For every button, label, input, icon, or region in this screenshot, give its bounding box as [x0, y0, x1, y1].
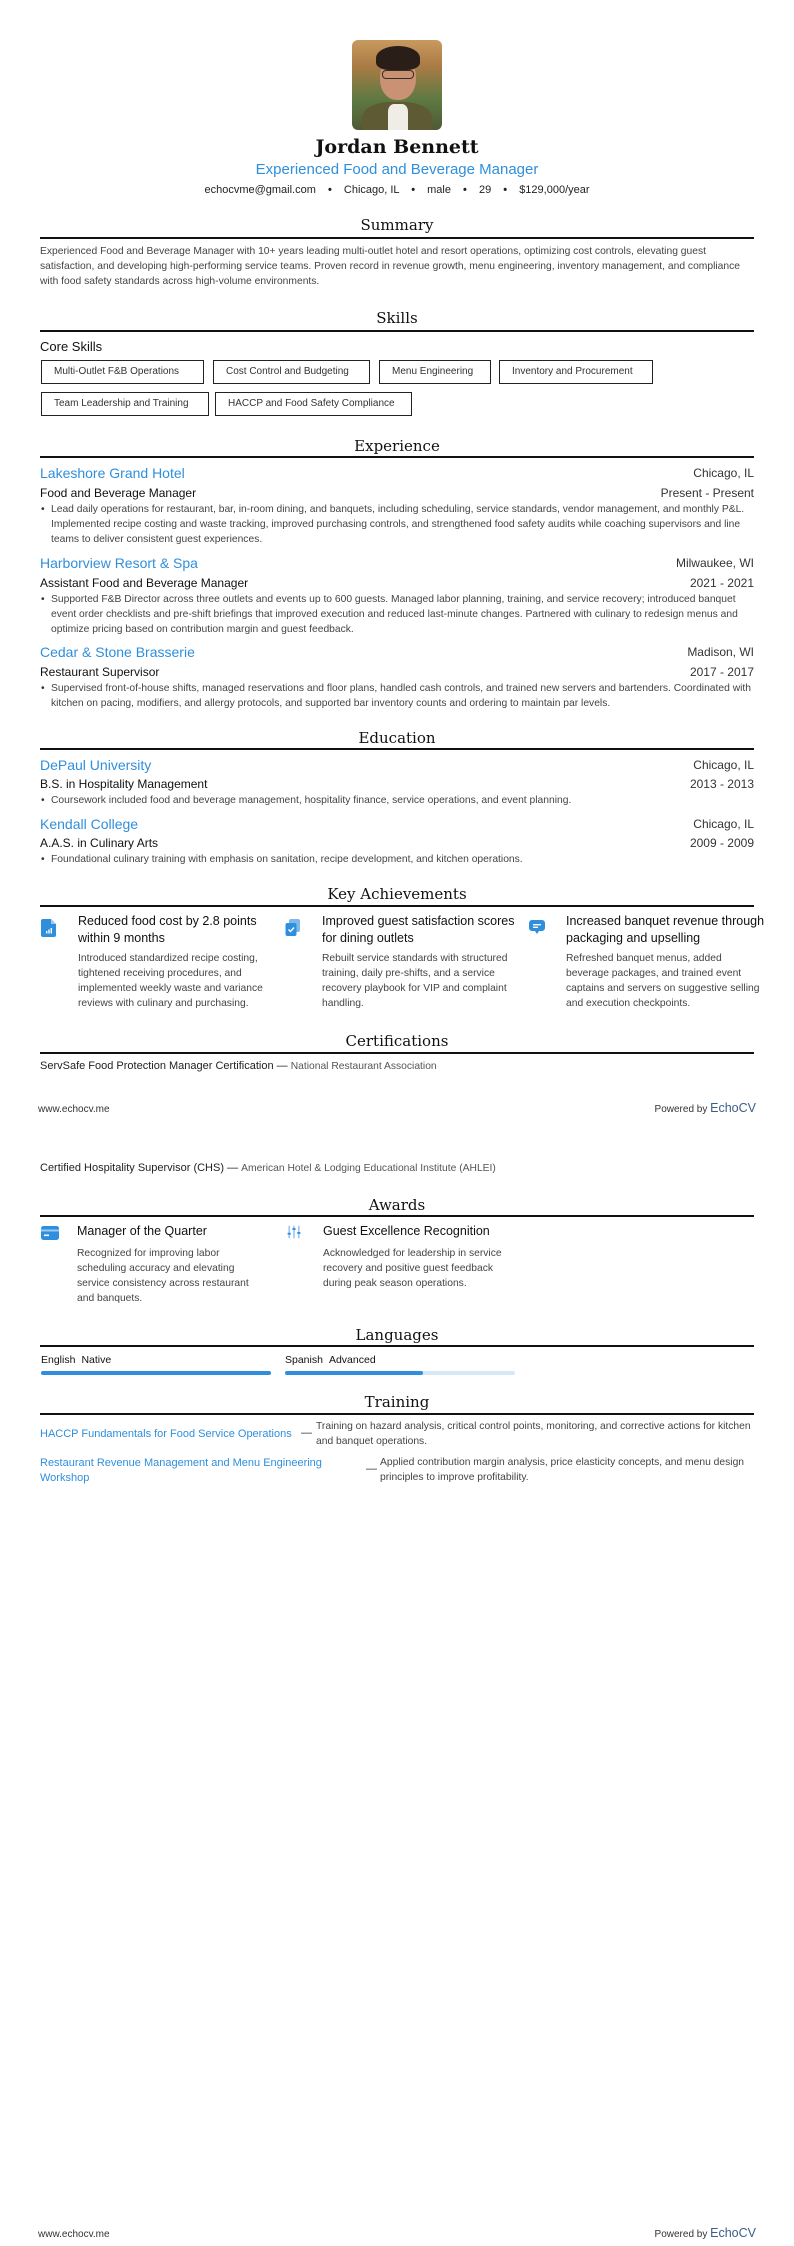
job-dates: Present - Present [660, 486, 754, 500]
job-dates: 2021 - 2021 [689, 576, 754, 590]
separator-dot: • [327, 184, 332, 196]
award-title: Guest Excellence Recognition [323, 1224, 490, 1238]
separator-dot: • [503, 184, 508, 196]
contact-line [0, 184, 794, 196]
degree: B.S. in Hospitality Management [40, 777, 208, 791]
school-name: Kendall College [40, 816, 139, 832]
footer-powered-by [655, 2226, 756, 2240]
certification-separator: — [227, 1162, 239, 1174]
company-name: Cedar & Stone Brasserie [40, 644, 195, 660]
award-title: Manager of the Quarter [77, 1224, 207, 1238]
section-title-languages: Languages [355, 1326, 439, 1344]
job-title: Assistant Food and Beverage Manager [40, 576, 249, 590]
language-name: English [41, 1354, 76, 1366]
contact-age: 29 [478, 184, 492, 196]
section-title-achievements: Key Achievements [327, 885, 467, 903]
language-progress-bar [285, 1371, 515, 1375]
certification-separator: — [276, 1060, 288, 1072]
degree: A.A.S. in Culinary Arts [40, 836, 159, 850]
section-title-skills: Skills [376, 309, 418, 327]
candidate-headline: Experienced Food and Beverage Manager [255, 161, 539, 178]
education-dates: 2013 - 2013 [689, 777, 754, 791]
footer-powered-by [655, 1101, 756, 1115]
section-divider [40, 1215, 754, 1217]
company-name: Lakeshore Grand Hotel [40, 465, 185, 481]
chat-bubble-icon [529, 919, 545, 937]
job-title: Food and Beverage Manager [40, 486, 197, 500]
section-title-awards: Awards [368, 1196, 426, 1214]
job-location: Chicago, IL [693, 466, 754, 480]
job-description: • Supervised front-of-house shifts, managed reservations and floor plans, handled cash controls, and trained new servers and bartenders. Coordinated with kitchen on pacing, modifiers, and allergy protocols, and supported bar inventory counts and ordering to maintain par levels. [40, 682, 754, 712]
certification-name: ServSafe Food Protection Manager Certification [40, 1060, 274, 1072]
copy-check-icon [285, 919, 301, 937]
section-divider [40, 1413, 754, 1415]
school-location: Chicago, IL [693, 758, 754, 772]
section-divider [40, 748, 754, 750]
section-divider [40, 330, 754, 332]
language-level: Advanced [328, 1354, 376, 1366]
certification-item [40, 1162, 496, 1174]
skill-chip: Inventory and Procurement [499, 360, 653, 384]
achievement-description: Refreshed banquet menus, added beverage packages, and trained event captains and servers on suggestive selling and execution checkpoints. [566, 953, 760, 1009]
footer-website[interactable]: www.echocv.me [38, 1104, 110, 1115]
skill-chip: Cost Control and Budgeting [213, 360, 370, 384]
language-name: Spanish [285, 1354, 323, 1366]
section-title-training: Training [364, 1393, 430, 1411]
section-divider [40, 1345, 754, 1347]
section-divider [40, 1052, 754, 1054]
education-dates: 2009 - 2009 [689, 836, 754, 850]
certification-item [40, 1060, 437, 1072]
language-progress-bar [41, 1371, 271, 1375]
contact-location: Chicago, IL [343, 184, 400, 196]
training-title: Restaurant Revenue Management and Menu Engineering Workshop [40, 1457, 322, 1484]
footer-website[interactable]: www.echocv.me [38, 2229, 110, 2240]
education-description: • Coursework included food and beverage management, hospitality finance, service operations, and event planning. [40, 794, 754, 809]
school-location: Chicago, IL [693, 817, 754, 831]
language-item [285, 1354, 515, 1366]
separator-dot: • [411, 184, 416, 196]
skill-chip: Team Leadership and Training [41, 392, 209, 416]
section-title-education: Education [358, 729, 436, 747]
summary-text: Experienced Food and Beverage Manager with 10+ years leading multi-outlet hotel and resort operations, optimizing cost controls, elevating guest satisfaction, and developing high-performing service teams. Proven record in revenue growth, menu engineering, inventory management, and compliance with food safety standards across high-volume environments. [40, 246, 741, 287]
skill-chip: Menu Engineering [379, 360, 491, 384]
training-separator: — [366, 1463, 377, 1475]
achievement-title: Improved guest satisfaction scores for dining outlets [322, 914, 515, 945]
achievement-title: Increased banquet revenue through packaging and upselling [566, 914, 765, 945]
job-title: Restaurant Supervisor [40, 665, 160, 679]
company-name: Harborview Resort & Spa [40, 555, 198, 571]
contact-salary: $129,000/year [519, 184, 590, 196]
skill-chip: Multi-Outlet F&B Operations [41, 360, 204, 384]
award-description: Acknowledged for leadership in service recovery and positive guest feedback during peak season operations. [323, 1248, 502, 1289]
language-progress-fill [41, 1371, 271, 1375]
powered-by-label: Powered by [654, 2229, 708, 2240]
sliders-icon [287, 1224, 301, 1240]
certification-issuer: National Restaurant Association [290, 1061, 437, 1072]
candidate-name: Jordan Bennett [315, 136, 479, 158]
section-divider [40, 237, 754, 239]
file-chart-icon [41, 919, 57, 937]
achievement-description: Rebuilt service standards with structured training, daily pre-shifts, and a service recovery playbook for VIP and complaint handling. [322, 953, 508, 1009]
certification-name: Certified Hospitality Supervisor (CHS) [40, 1162, 224, 1174]
brand-logo[interactable]: EchoCV [710, 2226, 756, 2240]
section-title-summary: Summary [360, 216, 434, 234]
section-divider [40, 905, 754, 907]
language-item [41, 1354, 271, 1366]
language-progress-fill [285, 1371, 423, 1375]
brand-logo[interactable]: EchoCV [710, 1101, 756, 1115]
job-description: • Supported F&B Director across three outlets and events up to 600 guests. Managed labor planning, training, and service recovery; introduced banquet event order checklists and pre-shift briefings that improved execution and reduced last-minute changes. Partnered with culinary to redesign menus and optimize pricing based on contribution margin and guest feedback. [40, 593, 754, 637]
section-divider [40, 456, 754, 458]
job-location: Madison, WI [687, 645, 754, 659]
section-title-certifications: Certifications [345, 1032, 449, 1050]
job-description: • Lead daily operations for restaurant, bar, in-room dining, and banquets, including scheduling, service standards, vendor management, and monthly P&L. Implemented recipe costing and waste tracking, improved purchasing controls, and strengthened food safety audits while coaching supervisors and line teams to deliver consistent guest experiences. [40, 503, 754, 547]
training-title: HACCP Fundamentals for Food Service Operations [40, 1428, 292, 1440]
training-description: Training on hazard analysis, critical control points, monitoring, and corrective actions for kitchen and banquet operations. [316, 1421, 751, 1447]
training-description: Applied contribution margin analysis, price elasticity concepts, and menu design principles to improve profitability. [380, 1457, 745, 1483]
card-icon [41, 1226, 59, 1240]
profile-photo [352, 40, 442, 130]
contact-gender: male [427, 184, 451, 196]
training-separator: — [301, 1427, 312, 1439]
award-description: Recognized for improving labor scheduling accuracy and elevating service consistency across restaurant and banquets. [77, 1248, 249, 1304]
achievement-title: Reduced food cost by 2.8 points within 9 months [78, 914, 257, 945]
section-title-experience: Experience [354, 437, 440, 455]
language-level: Native [81, 1354, 112, 1366]
job-dates: 2017 - 2017 [689, 665, 754, 679]
school-name: DePaul University [40, 757, 152, 773]
contact-email[interactable]: echocvme@gmail.com [204, 184, 316, 196]
skill-chip: HACCP and Food Safety Compliance [215, 392, 412, 416]
achievement-description: Introduced standardized recipe costing, tightened receiving procedures, and implemented weekly waste and variance reviews with culinary and purchasing. [78, 953, 263, 1009]
job-location: Milwaukee, WI [675, 556, 754, 570]
powered-by-label: Powered by [654, 1104, 708, 1115]
skills-group-label: Core Skills [40, 339, 103, 354]
education-description: • Foundational culinary training with emphasis on sanitation, recipe development, and kitchen operations. [40, 853, 754, 868]
separator-dot: • [463, 184, 467, 196]
certification-issuer: American Hotel & Lodging Educational Institute (AHLEI) [241, 1163, 496, 1174]
